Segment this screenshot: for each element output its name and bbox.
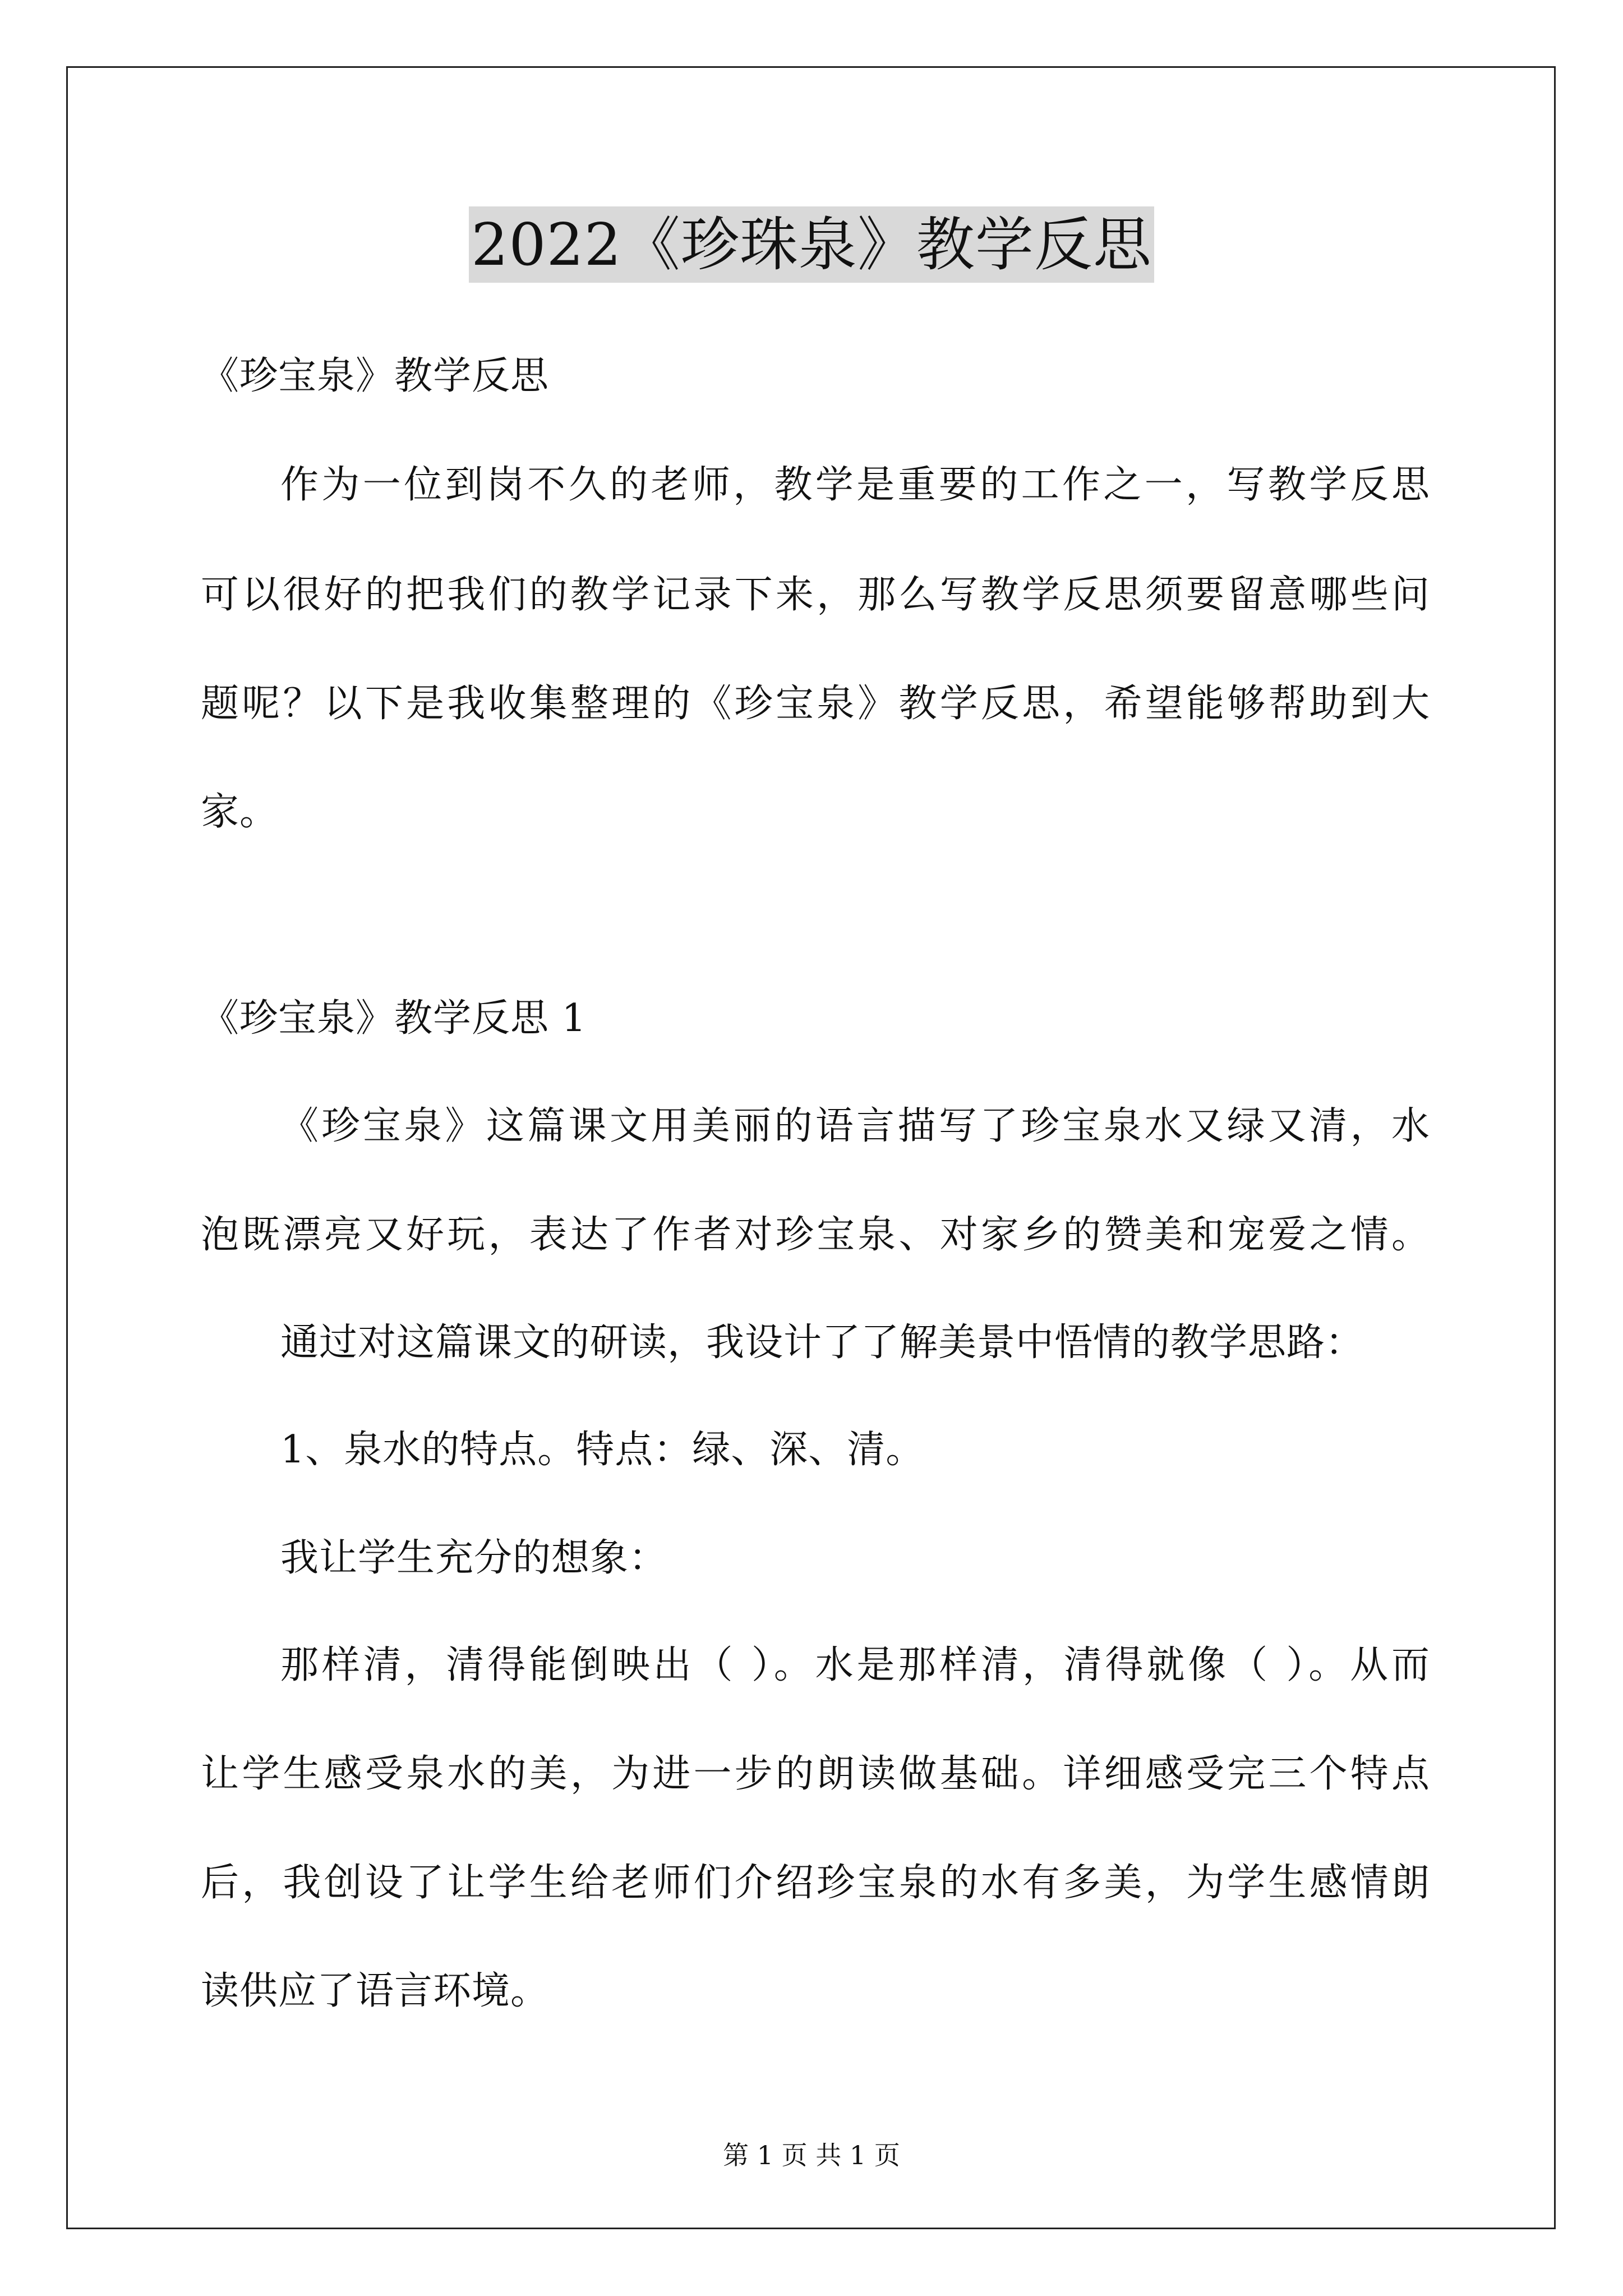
section1-heading: 《珍宝泉》教学反思 1 — [201, 996, 587, 1041]
intro-line-2: 可以很好的把我们的教学记录下来，那么写教学反思须要留意哪些问 — [201, 573, 1430, 617]
section1-para4: 我让学生充分的想象： — [280, 1536, 668, 1580]
section1-para5-line4: 读供应了语言环境。 — [201, 1969, 550, 2013]
section1-para2: 通过对这篇课文的研读，我设计了了解美景中悟情的教学思路： — [280, 1320, 1364, 1365]
section1-para5-line3: 后，我创设了让学生给老师们介绍珍宝泉的水有多美，为学生感情朗 — [201, 1861, 1430, 1905]
section1-para1-line2: 泡既漂亮又好玩，表达了作者对珍宝泉、对家乡的赞美和宠爱之情。 — [201, 1213, 1430, 1257]
section1-para5-line2: 让学生感受泉水的美，为进一步的朗读做基础。详细感受完三个特点 — [201, 1752, 1430, 1796]
page-footer: 第 1 页 共 1 页 — [723, 2140, 900, 2170]
section1-para5-line1: 那样清，清得能倒映出（ ）。水是那样清，清得就像（ ）。从而 — [280, 1643, 1430, 1687]
intro-line-3: 题呢？以下是我收集整理的《珍宝泉》教学反思，希望能够帮助到大 — [201, 682, 1430, 726]
document-title: 2022《珍珠泉》教学反思 — [469, 206, 1154, 283]
intro-heading: 《珍宝泉》教学反思 — [201, 354, 550, 398]
section1-para1-line1: 《珍宝泉》这篇课文用美丽的语言描写了珍宝泉水又绿又清，水 — [280, 1104, 1430, 1148]
intro-line-4: 家。 — [201, 790, 279, 834]
intro-line-1: 作为一位到岗不久的老师，教学是重要的工作之一，写教学反思 — [280, 463, 1430, 507]
title-container — [0, 206, 1623, 283]
section1-para3: 1、泉水的特点。特点：绿、深、清。 — [280, 1428, 925, 1472]
